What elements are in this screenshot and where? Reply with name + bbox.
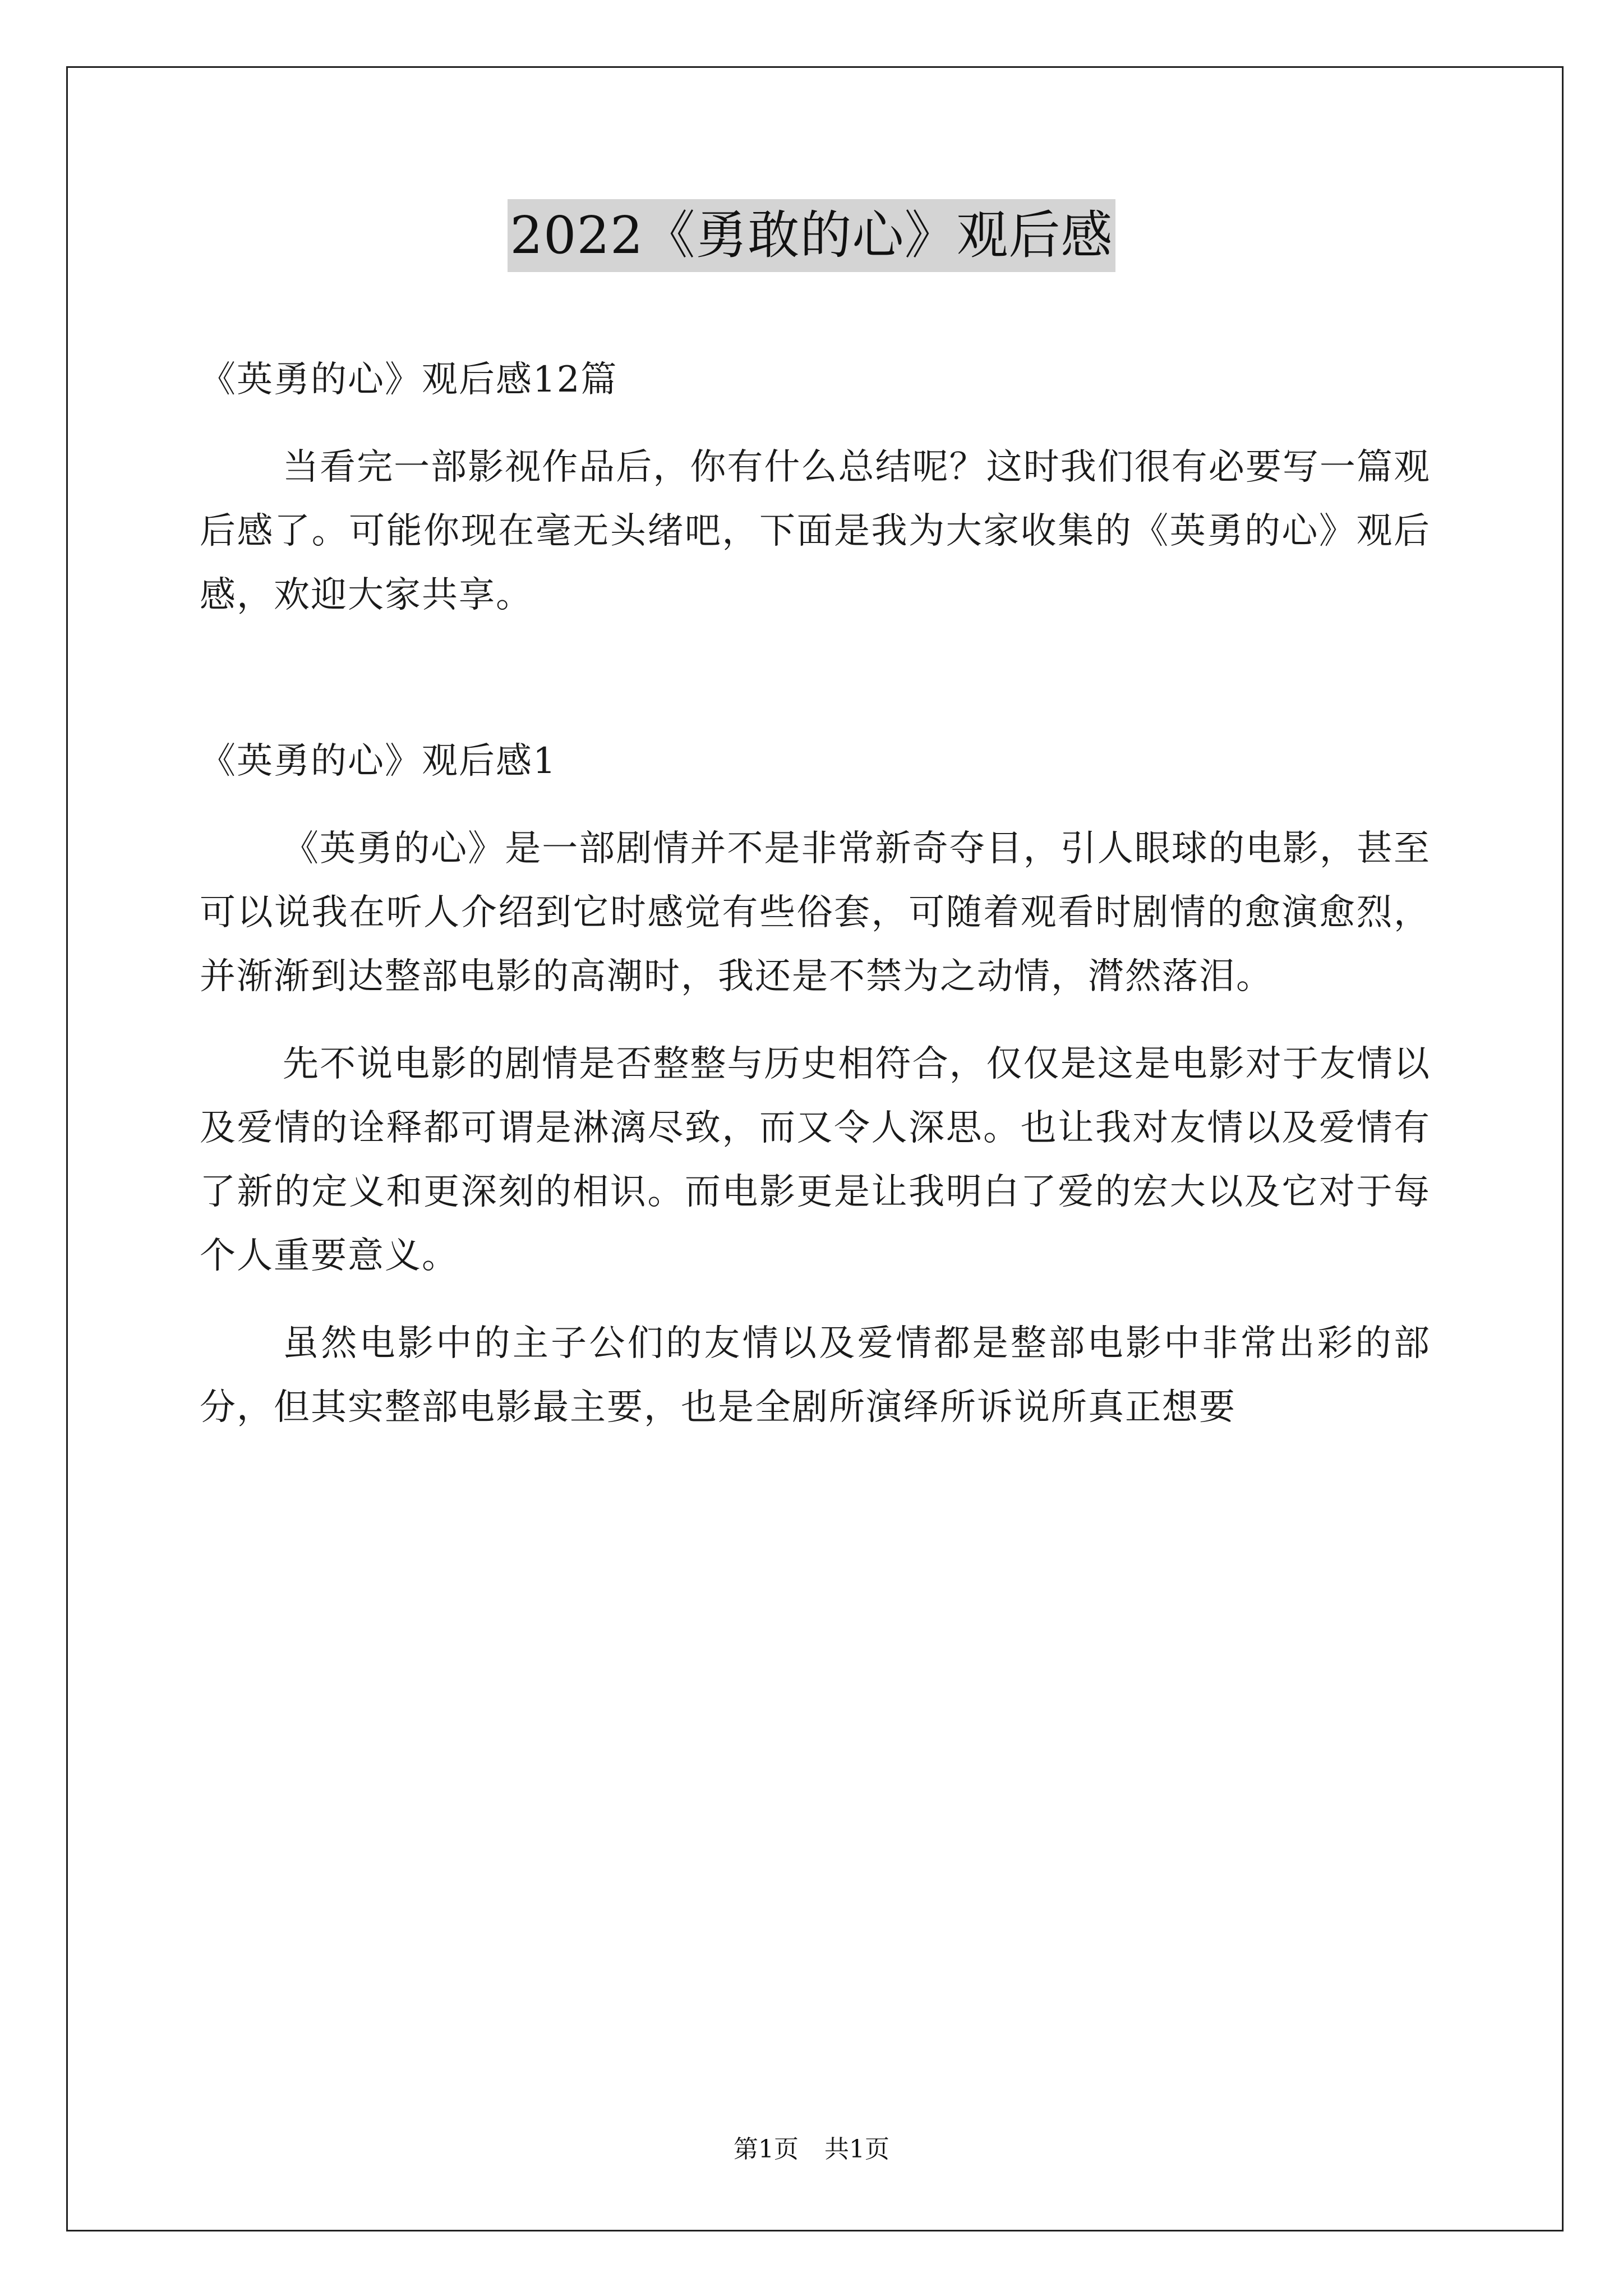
body-paragraph-3: 虽然电影中的主子公们的友情以及爱情都是整部电影中非常出彩的部分，但其实整部电影最主要，也是全剧所演绎所诉说所真正想要: [200, 1323, 1431, 1428]
page-total: 共1页: [824, 2135, 889, 2164]
document-body: [200, 348, 1431, 1439]
document-title: 2022《勇敢的心》观后感: [508, 199, 1115, 272]
page-number: 第1页: [734, 2135, 799, 2164]
page-footer: [0, 2133, 1623, 2166]
section-heading: 《英勇的心》观后感1: [200, 740, 557, 782]
title-container: [0, 199, 1623, 272]
body-paragraph-1: 《英勇的心》是一部剧情并不是非常新奇夺目，引人眼球的电影，甚至可以说我在听人介绍到它时感觉有些俗套，可随着观看时剧情的愈演愈烈，并渐渐到达整部电影的高潮时，我还是不禁为之动情，潸然落泪。: [200, 828, 1431, 997]
intro-paragraph: 当看完一部影视作品后，你有什么总结呢？这时我们很有必要写一篇观后感了。可能你现在毫无头绪吧，下面是我为大家收集的《英勇的心》观后感，欢迎大家共享。: [200, 447, 1431, 616]
subtitle: 《英勇的心》观后感12篇: [200, 359, 618, 401]
body-paragraph-2: 先不说电影的剧情是否整整与历史相符合，仅仅是这是电影对于友情以及爱情的诠释都可谓是淋漓尽致，而又令人深思。也让我对友情以及爱情有了新的定义和更深刻的相识。而电影更是让我明白了爱的宏大以及它对于每个人重要意义。: [200, 1043, 1431, 1277]
